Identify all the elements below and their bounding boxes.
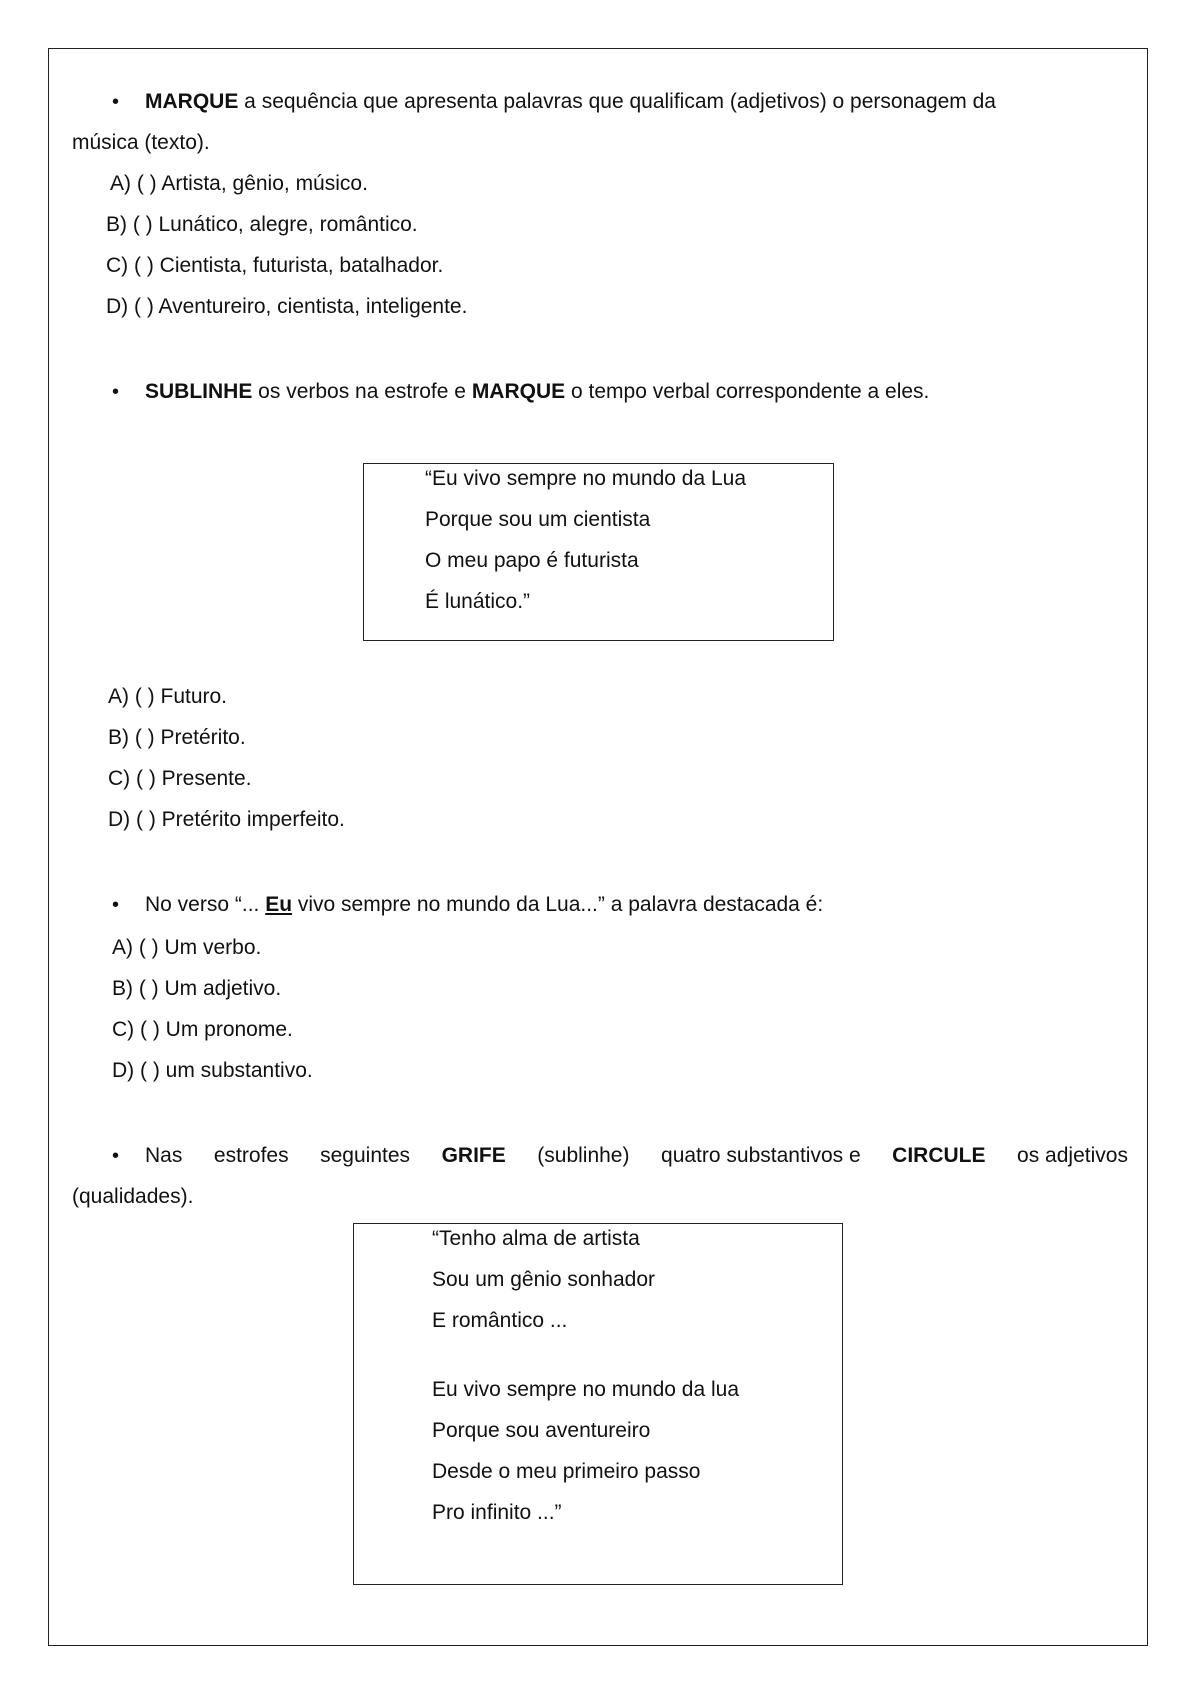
q1-option-c[interactable]: C) ( ) Cientista, futurista, batalhador.	[106, 254, 444, 277]
q4-word: Nas	[145, 1144, 183, 1167]
q4-verse-line: “Tenho alma de artista	[432, 1227, 640, 1250]
q4-word: os adjetivos	[1017, 1144, 1128, 1167]
q4-prompt-cont: (qualidades).	[72, 1185, 194, 1208]
q4-word: seguintes	[320, 1144, 411, 1167]
q4-prompt	[145, 1142, 1128, 1170]
q1-option-a[interactable]: A) ( ) Artista, gênio, músico.	[110, 172, 368, 195]
q3-option-d[interactable]: D) ( ) um substantivo.	[112, 1059, 313, 1082]
q4-bold-grife: GRIFE	[441, 1144, 506, 1167]
q2-verse-line: É lunático.”	[425, 590, 531, 613]
q2-prompt	[145, 378, 929, 406]
q2-verse-line: Porque sou um cientista	[425, 508, 651, 531]
q3-option-c[interactable]: C) ( ) Um pronome.	[112, 1018, 293, 1041]
q2-verse-line: “Eu vivo sempre no mundo da Lua	[425, 467, 747, 490]
bullet-q4: •	[112, 1145, 120, 1167]
q2-bold-marque: MARQUE	[471, 380, 566, 403]
q2-option-b[interactable]: B) ( ) Pretérito.	[108, 726, 246, 749]
q4-word: estrofes	[213, 1144, 289, 1167]
q4-word: quatro substantivos e	[661, 1144, 861, 1167]
q2-text2: o tempo verbal correspondente a eles.	[565, 380, 930, 403]
q4-verse-line: Porque sou aventureiro	[432, 1419, 651, 1442]
q1-option-b[interactable]: B) ( ) Lunático, alegre, romântico.	[106, 213, 418, 236]
q1-prompt-bold: MARQUE	[145, 90, 239, 113]
q1-option-d[interactable]: D) ( ) Aventureiro, cientista, inteligente.	[106, 295, 468, 318]
q4-verse-line: Pro infinito ...”	[432, 1501, 562, 1524]
q1-prompt-text: a sequência que apresenta palavras que qualificam (adjetivos) o personagem da	[238, 90, 996, 113]
q4-verse-line: Desde o meu primeiro passo	[432, 1460, 701, 1483]
q3-prompt	[145, 891, 823, 919]
q4-bold-circule: CIRCULE	[892, 1144, 986, 1167]
q3-highlighted-word: Eu	[265, 893, 293, 916]
q3-text1: No verso “...	[145, 893, 266, 916]
q1-prompt-cont: música (texto).	[72, 131, 210, 154]
q4-verse-line: Eu vivo sempre no mundo da lua	[432, 1378, 740, 1401]
q2-bold-sublinhe: SUBLINHE	[145, 380, 253, 403]
bullet-q3: •	[112, 894, 120, 916]
q3-option-a[interactable]: A) ( ) Um verbo.	[112, 936, 262, 959]
q4-verse-line: E romântico ...	[432, 1309, 568, 1332]
q2-option-c[interactable]: C) ( ) Presente.	[108, 767, 252, 790]
q1-prompt	[145, 88, 996, 116]
q4-verse-line: Sou um gênio sonhador	[432, 1268, 655, 1291]
q2-verse-line: O meu papo é futurista	[425, 549, 639, 572]
bullet-q1: •	[112, 91, 120, 113]
q2-option-a[interactable]: A) ( ) Futuro.	[108, 685, 228, 708]
q3-text2: vivo sempre no mundo da Lua...” a palavra destacada é:	[292, 893, 824, 916]
q3-option-b[interactable]: B) ( ) Um adjetivo.	[112, 977, 282, 1000]
q2-text1: os verbos na estrofe e	[252, 380, 472, 403]
bullet-q2: •	[112, 381, 120, 403]
q2-option-d[interactable]: D) ( ) Pretérito imperfeito.	[108, 808, 345, 831]
q4-word: (sublinhe)	[537, 1144, 630, 1167]
